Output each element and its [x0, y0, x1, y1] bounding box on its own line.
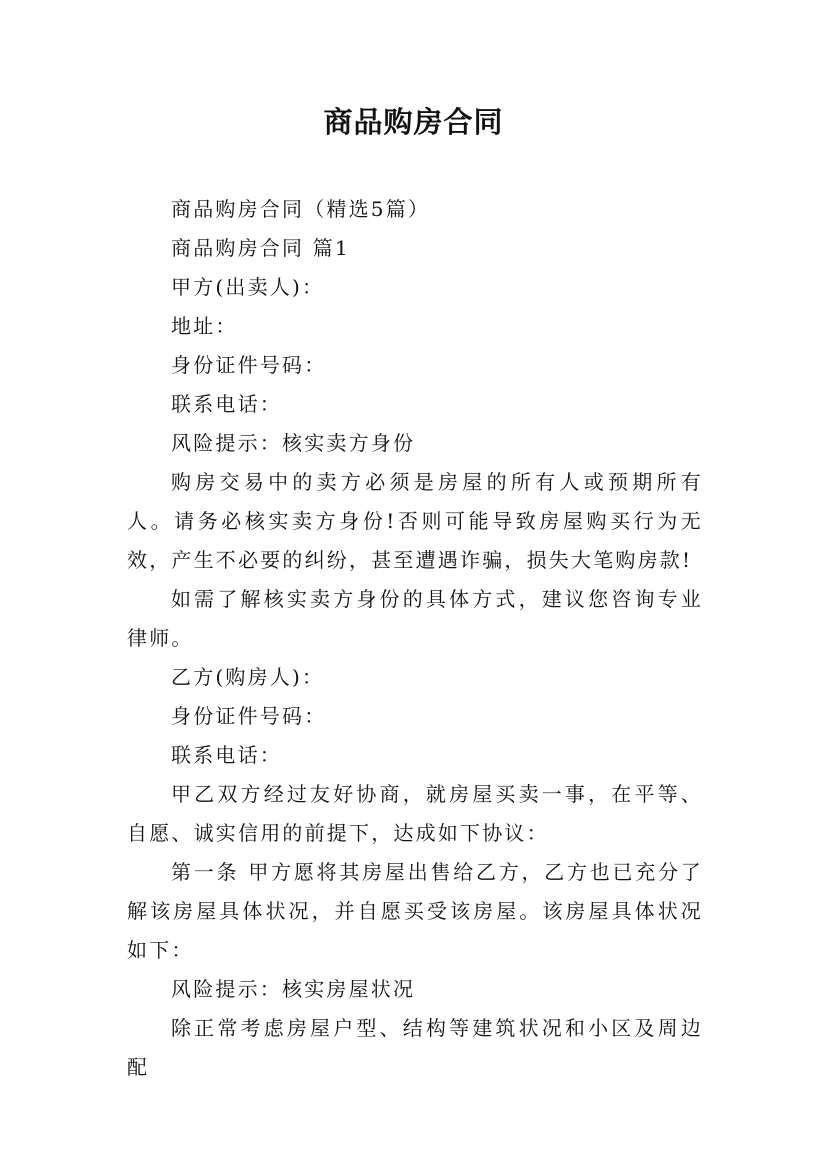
- id-number-field-a: 身份证件号码：: [171, 353, 327, 377]
- party-a-label: 甲方(出卖人)：: [171, 275, 325, 299]
- article-one: 第一条 甲方愿将其房屋出售给乙方，乙方也已充分了解该房屋具体状况，并自愿买受该房屋。该房屋具体状况如下：: [127, 860, 703, 962]
- subtitle-selected: 商品购房合同（精选5篇）: [171, 197, 431, 221]
- document-body: [127, 190, 703, 1087]
- document-title: 商品购房合同: [323, 105, 504, 139]
- paragraph-consult-lawyer: 如需了解核实卖方身份的具体方式，建议您咨询专业律师。: [127, 587, 703, 650]
- risk-tip-seller: 风险提示：核实卖方身份: [171, 431, 416, 455]
- phone-field-a: 联系电话：: [171, 392, 282, 416]
- id-number-field-b: 身份证件号码：: [171, 704, 327, 728]
- risk-tip-property: 风险提示：核实房屋状况: [171, 977, 416, 1001]
- paragraph-seller-verification: 购房交易中的卖方必须是房屋的所有人或预期所有人。请务必核实卖方身份!否则可能导致房屋购买行为无效，产生不必要的纠纷，甚至遭遇诈骗，损失大笔购房款!: [127, 470, 703, 572]
- paragraph-property-considerations: 除正常考虑房屋户型、结构等建筑状况和小区及周边配: [127, 1016, 703, 1079]
- section-heading: 商品购房合同 篇1: [171, 236, 350, 260]
- party-b-label: 乙方(购房人)：: [171, 665, 325, 689]
- phone-field-b: 联系电话：: [171, 743, 282, 767]
- address-field: 地址：: [171, 314, 238, 338]
- paragraph-agreement-intro: 甲乙双方经过友好协商，就房屋买卖一事，在平等、自愿、诚实信用的前提下，达成如下协议：: [127, 782, 703, 845]
